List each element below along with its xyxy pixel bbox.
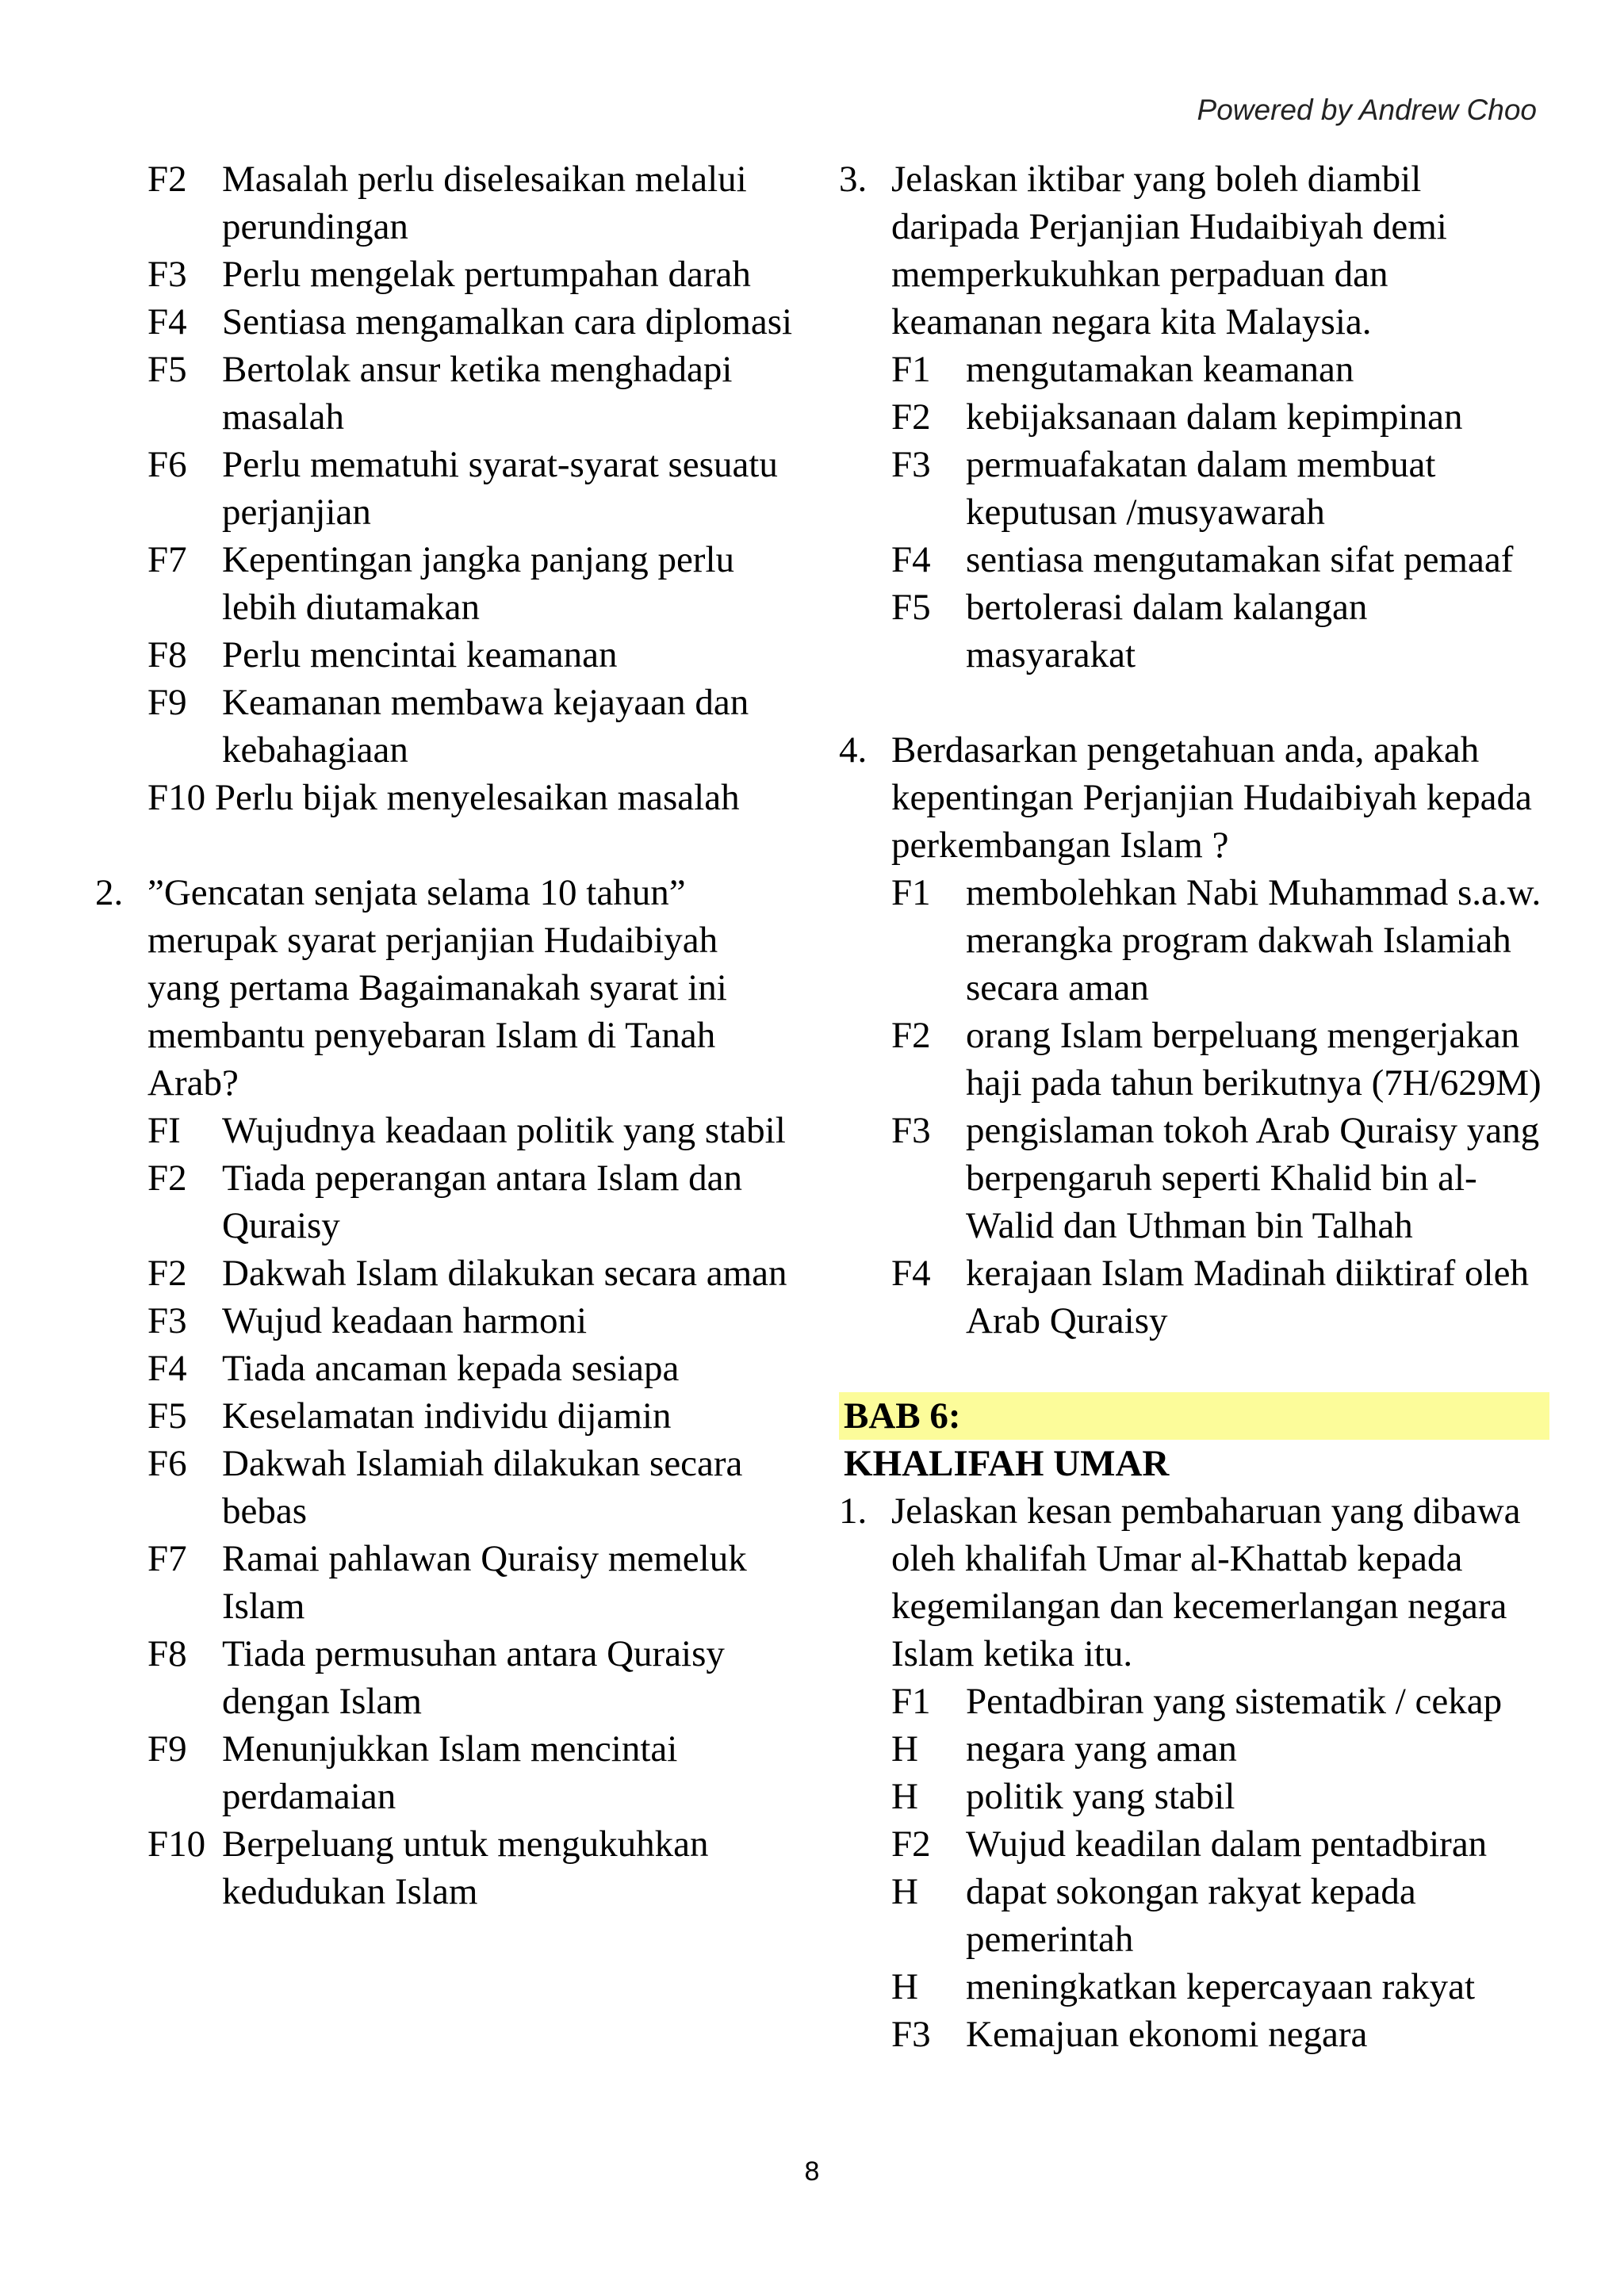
continued-answer-list [95, 155, 793, 821]
answer-code: F5 [891, 587, 931, 628]
answer-item [839, 346, 1545, 393]
answer-item [839, 1012, 1545, 1107]
answer-code: F5 [147, 349, 187, 390]
answer-item [95, 1630, 793, 1725]
answer-text: dapat sokongan rakyat kepada pemerintah [966, 1871, 1416, 1960]
answer-code: F2 [147, 1253, 187, 1294]
answer-item [95, 1392, 793, 1440]
answer-code: F6 [147, 1443, 187, 1484]
question-4 [839, 726, 1545, 1345]
answer-text: Wujud keadaan harmoni [222, 1300, 588, 1341]
answer-text: Pentadbiran yang sistematik / cekap [966, 1681, 1503, 1722]
answer-code: F3 [147, 254, 187, 295]
answer-item [95, 1154, 793, 1249]
answer-text: Keselamatan individu dijamin [222, 1395, 672, 1437]
answer-item [95, 1297, 793, 1345]
answer-text: Keamanan membawa kejayaan dan kebahagiaan [222, 682, 749, 771]
answer-item [95, 1107, 793, 1154]
question-item [839, 726, 1545, 869]
answer-item [95, 1249, 793, 1297]
question-text: Jelaskan iktibar yang boleh diambil daripada Perjanjian Hudaibiyah demi memperkukuhkan perpaduan dan keamanan negara kita Malaysia. [891, 159, 1447, 342]
answer-code: F4 [147, 1348, 187, 1389]
answer-item [839, 869, 1545, 1012]
chapter-subtitle: KHALIFAH UMAR [844, 1443, 1170, 1484]
answer-item [95, 251, 793, 298]
answer-text: Perlu bijak menyelesaikan masalah [214, 777, 740, 818]
answer-text: Perlu mematuhi syarat-syarat sesuatu perjanjian [222, 444, 778, 533]
answer-text: Menunjukkan Islam mencintai perdamaian [222, 1728, 678, 1817]
answer-item [839, 1678, 1545, 1725]
answer-code: F2 [891, 396, 931, 438]
answer-code: F8 [147, 1633, 187, 1674]
question-text: Berdasarkan pengetahuan anda, apakah kepentingan Perjanjian Hudaibiyah kepada perkembangan Islam ? [891, 729, 1532, 866]
question-3 [839, 155, 1545, 679]
answer-code: F3 [891, 444, 931, 485]
answer-code: F4 [891, 539, 931, 580]
question-2 [95, 869, 793, 1915]
answer-code: H [891, 1966, 918, 2007]
chapter-title: BAB 6: [839, 1392, 1549, 1440]
question-number: 2. [95, 872, 124, 913]
answer-code: F6 [147, 444, 187, 485]
answer-item [839, 1249, 1545, 1345]
answer-text: Dakwah Islam dilakukan secara aman [222, 1253, 787, 1294]
answer-text: permuafakatan dalam membuat keputusan /musyawarah [966, 444, 1436, 533]
answer-code: F10 [147, 777, 206, 818]
right-column [839, 155, 1545, 2058]
answer-text: Tiada permusuhan antara Quraisy dengan Islam [222, 1633, 725, 1722]
answer-text: Sentiasa mengamalkan cara diplomasi [222, 301, 793, 342]
answer-code: F5 [147, 1395, 187, 1437]
question-item [839, 1487, 1545, 1678]
answer-text: Wujud keadilan dalam pentadbiran [966, 1823, 1488, 1865]
left-column [95, 155, 793, 1915]
answer-text: bertolerasi dalam kalangan masyarakat [966, 587, 1368, 675]
answer-item [95, 1440, 793, 1535]
answer-item [839, 1773, 1545, 1820]
answer-text: Tiada ancaman kepada sesiapa [222, 1348, 680, 1389]
answer-code: F3 [147, 1300, 187, 1341]
answer-text: sentiasa mengutamakan sifat pemaaf [966, 539, 1514, 580]
answer-code: F4 [147, 301, 187, 342]
answer-item [95, 536, 793, 631]
answer-text: Wujudnya keadaan politik yang stabil [222, 1110, 786, 1151]
question-number: 4. [839, 729, 868, 771]
answer-item [95, 298, 793, 346]
answer-text: Dakwah Islamiah dilakukan secara bebas [222, 1443, 743, 1532]
answer-item [839, 2011, 1545, 2058]
answer-text: Berpeluang untuk mengukuhkan kedudukan Islam [222, 1823, 709, 1912]
answer-item [839, 393, 1545, 441]
answer-item [839, 1820, 1545, 1868]
chapter-question-1 [839, 1487, 1545, 2058]
answer-text: Kemajuan ekonomi negara [966, 2014, 1368, 2055]
answer-item [839, 1107, 1545, 1249]
answer-text: Bertolak ansur ketika menghadapi masalah [222, 349, 733, 438]
answer-code: F3 [891, 1110, 931, 1151]
question-text: Jelaskan kesan pembaharuan yang dibawa oleh khalifah Umar al-Khattab kepada kegemilangan dan kecemerlangan negara Islam ketika itu. [891, 1490, 1521, 1674]
answer-text: Perlu mengelak pertumpahan darah [222, 254, 751, 295]
answer-text: Perlu mencintai keamanan [222, 634, 618, 675]
page-number: 8 [804, 2156, 820, 2187]
answer-text: kerajaan Islam Madinah diiktiraf oleh Arab Quraisy [966, 1253, 1529, 1341]
answer-text: Tiada peperangan antara Islam dan Quraisy [222, 1158, 743, 1246]
answer-code: F9 [147, 1728, 187, 1770]
answer-code: F9 [147, 682, 187, 723]
answer-code: F1 [891, 1681, 931, 1722]
answer-text: orang Islam berpeluang mengerjakan haji pada tahun berikutnya (7H/629M) [966, 1015, 1542, 1104]
answer-text: Kepentingan jangka panjang perlu lebih diutamakan [222, 539, 735, 628]
answer-item [95, 1345, 793, 1392]
answer-code: H [891, 1728, 918, 1770]
answer-code: F4 [891, 1253, 931, 1294]
answer-text: kebijaksanaan dalam kepimpinan [966, 396, 1463, 438]
answer-code: F1 [891, 872, 931, 913]
answer-text: Ramai pahlawan Quraisy memeluk Islam [222, 1538, 747, 1627]
answer-item [95, 346, 793, 441]
answer-item [839, 584, 1545, 679]
answer-item [95, 1725, 793, 1820]
header-credit: Powered by Andrew Choo [1197, 94, 1537, 126]
spacer [839, 1345, 1545, 1392]
answer-code: F8 [147, 634, 187, 675]
answer-code: F2 [147, 159, 187, 200]
answer-item [95, 679, 793, 774]
answer-item [95, 155, 793, 251]
answer-text: mengutamakan keamanan [966, 349, 1354, 390]
answer-code: F1 [891, 349, 931, 390]
answer-text: pengislaman tokoh Arab Quraisy yang berpengaruh seperti Khalid bin al-Walid dan Uthman bin Talhah [966, 1110, 1540, 1246]
answer-text: politik yang stabil [966, 1776, 1235, 1817]
question-item [839, 155, 1545, 346]
answer-item [95, 774, 793, 821]
answer-code: FI [147, 1110, 181, 1151]
answer-code: F3 [891, 2014, 931, 2055]
answer-item [95, 441, 793, 536]
answer-item [839, 1963, 1545, 2011]
answer-item [839, 1725, 1545, 1773]
answer-code: H [891, 1871, 918, 1912]
answer-code: F2 [891, 1823, 931, 1865]
question-item [95, 869, 793, 1107]
question-number: 3. [839, 159, 868, 200]
answer-item [839, 441, 1545, 536]
answer-code: F2 [891, 1015, 931, 1056]
answer-code: F7 [147, 1538, 187, 1579]
answer-item [95, 1820, 793, 1915]
answer-item [95, 1535, 793, 1630]
answer-text: membolehkan Nabi Muhammad s.a.w. merangka program dakwah Islamiah secara aman [966, 872, 1542, 1008]
answer-code: F10 [147, 1823, 206, 1865]
spacer [95, 821, 793, 869]
answer-code: H [891, 1776, 918, 1817]
answer-item [95, 631, 793, 679]
answer-code: F2 [147, 1158, 187, 1199]
question-number: 1. [839, 1490, 868, 1532]
answer-text: negara yang aman [966, 1728, 1237, 1770]
answer-item [839, 536, 1545, 584]
answer-text: meningkatkan kepercayaan rakyat [966, 1966, 1476, 2007]
spacer [839, 679, 1545, 726]
question-text: ”Gencatan senjata selama 10 tahun” merupak syarat perjanjian Hudaibiyah yang pertama Bagaimanakah syarat ini membantu penyebaran Islam di Tanah Arab? [147, 872, 727, 1104]
answer-code: F7 [147, 539, 187, 580]
answer-text: Masalah perlu diselesaikan melalui perundingan [222, 159, 747, 247]
answer-item [839, 1868, 1545, 1963]
